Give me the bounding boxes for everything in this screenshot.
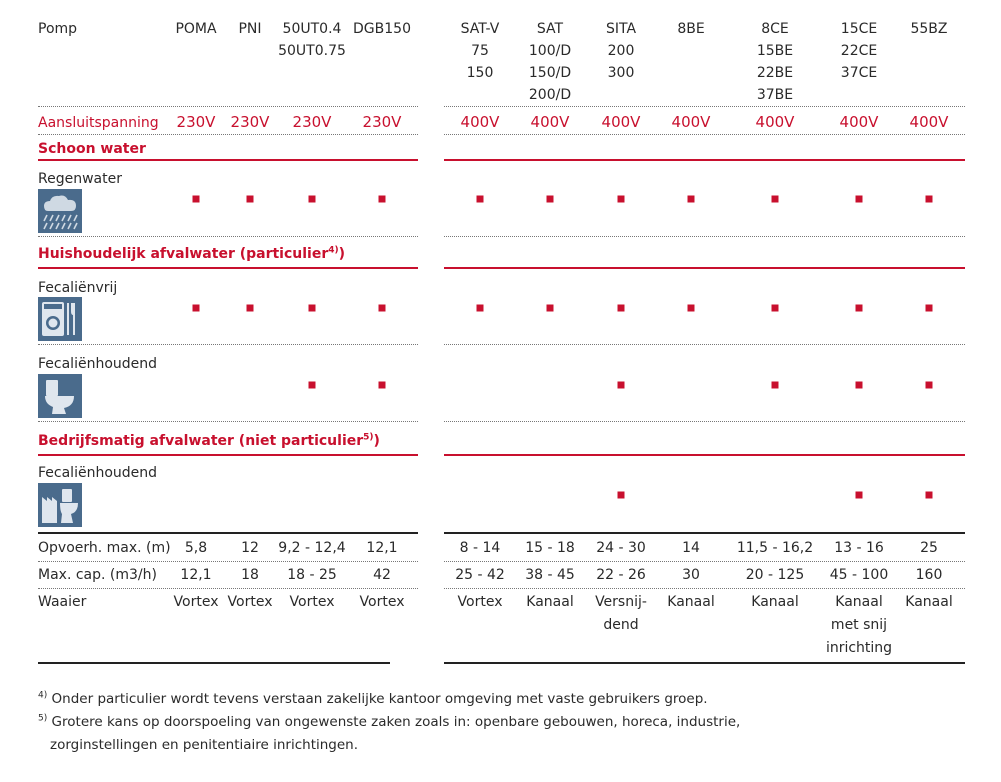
- mark-nofecal-sita: [618, 305, 625, 312]
- mark-rain-8be: [688, 196, 695, 203]
- impeller-15ce-line-2: met snij: [830, 617, 888, 633]
- head-pni: 12: [241, 540, 259, 556]
- specs-top-rule-right: [444, 532, 965, 534]
- impeller-8ce-line-1: Kanaal: [751, 594, 799, 610]
- head-8ce: 11,5 - 16,2: [736, 540, 814, 556]
- row-fecal-home-divider-right: [444, 421, 965, 422]
- impeller-sat-line-1: Kanaal: [526, 594, 574, 610]
- mark-rain-dgb150: [379, 196, 386, 203]
- column-header-sat-line-4: 200/D: [528, 87, 572, 103]
- toilet-icon: [38, 374, 82, 418]
- head-55bz: 25: [920, 540, 938, 556]
- column-header-15ce-line-3: 37CE: [840, 65, 878, 81]
- mark-rain-50ut: [309, 196, 316, 203]
- column-header-15ce-line-1: 15CE: [840, 21, 878, 37]
- column-header-sita-line-3: 300: [607, 65, 635, 81]
- section-business-rule-right: [444, 454, 965, 456]
- spec-head-divider-left: [38, 561, 418, 562]
- voltage-divider-left: [38, 134, 418, 135]
- voltage-8be: 400V: [671, 113, 711, 131]
- head-sat: 15 - 18: [525, 540, 575, 556]
- column-header-satv-line-1: SAT-V: [460, 21, 500, 37]
- column-header-sat-line-1: SAT: [536, 21, 564, 37]
- mark-fecal_biz-sita: [618, 492, 625, 499]
- mark-fecal_home-sita: [618, 382, 625, 389]
- mark-nofecal-pni: [247, 305, 254, 312]
- column-header-sita-line-2: 200: [607, 43, 635, 59]
- column-header-poma-line-1: POMA: [175, 21, 217, 37]
- voltage-label: Aansluitspanning: [38, 115, 159, 131]
- mark-nofecal-50ut: [309, 305, 316, 312]
- cap-55bz: 160: [915, 567, 943, 583]
- column-header-sat-line-2: 100/D: [528, 43, 572, 59]
- row-nofecal-label: Fecaliënvrij: [38, 280, 118, 296]
- section-clean-rule-left: [38, 159, 418, 161]
- mark-nofecal-sat: [547, 305, 554, 312]
- impeller-poma-line-1: Vortex: [173, 594, 219, 610]
- row-fecal-home-divider-left: [38, 421, 418, 422]
- header-divider-right: [444, 106, 965, 107]
- column-header-sat-line-3: 150/D: [528, 65, 572, 81]
- head-dgb150: 12,1: [366, 540, 398, 556]
- voltage-8ce: 400V: [755, 113, 795, 131]
- row-rain-divider-right: [444, 236, 965, 237]
- column-header-8be-line-1: 8BE: [677, 21, 705, 37]
- pump-label: Pomp: [38, 21, 78, 37]
- mark-rain-pni: [247, 196, 254, 203]
- section-household-rule-left: [38, 267, 418, 269]
- voltage-dgb150: 230V: [362, 113, 402, 131]
- table-bottom-rule-right: [444, 662, 965, 664]
- cap-sita: 22 - 26: [596, 567, 646, 583]
- cap-15ce: 45 - 100: [829, 567, 889, 583]
- mark-nofecal-poma: [193, 305, 200, 312]
- column-header-8ce-line-2: 15BE: [756, 43, 794, 59]
- section-clean-rule-right: [444, 159, 965, 161]
- spec-cap-divider-right: [444, 588, 965, 589]
- column-header-55bz-line-1: 55BZ: [910, 21, 948, 37]
- column-header-pni-line-1: PNI: [238, 21, 262, 37]
- impeller-15ce-line-3: inrichting: [825, 640, 893, 656]
- mark-rain-55bz: [926, 196, 933, 203]
- footnote-5-continued: zorginstellingen en penitentiaire inrichtingen.: [50, 737, 359, 753]
- mark-fecal_biz-55bz: [926, 492, 933, 499]
- cap-dgb150: 42: [373, 567, 391, 583]
- column-header-50ut-line-2: 50UT0.75: [278, 43, 346, 59]
- head-15ce: 13 - 16: [834, 540, 884, 556]
- voltage-15ce: 400V: [839, 113, 879, 131]
- cap-50ut: 18 - 25: [287, 567, 337, 583]
- washing-machine-cutlery-icon: [38, 297, 82, 341]
- spec-head-label: Opvoerh. max. (m): [38, 540, 171, 556]
- spec-cap-divider-left: [38, 588, 418, 589]
- row-fecal-home-label: Fecaliënhoudend: [38, 356, 158, 372]
- mark-rain-poma: [193, 196, 200, 203]
- mark-rain-sita: [618, 196, 625, 203]
- voltage-satv: 400V: [460, 113, 500, 131]
- head-satv: 8 - 14: [459, 540, 501, 556]
- mark-fecal_home-55bz: [926, 382, 933, 389]
- row-rain-divider-left: [38, 236, 418, 237]
- mark-rain-sat: [547, 196, 554, 203]
- column-header-15ce-line-2: 22CE: [840, 43, 878, 59]
- mark-fecal_home-50ut: [309, 382, 316, 389]
- mark-nofecal-15ce: [856, 305, 863, 312]
- section-clean-water-title: Schoon water: [38, 141, 146, 157]
- cap-8be: 30: [682, 567, 700, 583]
- column-header-satv-line-3: 150: [466, 65, 494, 81]
- mark-nofecal-55bz: [926, 305, 933, 312]
- head-poma: 5,8: [184, 540, 208, 556]
- factory-toilet-icon: [38, 483, 82, 527]
- impeller-55bz-line-1: Kanaal: [905, 594, 953, 610]
- mark-nofecal-satv: [477, 305, 484, 312]
- cap-pni: 18: [241, 567, 259, 583]
- mark-rain-8ce: [772, 196, 779, 203]
- section-household-title: Huishoudelijk afvalwater (particulier$^{4)}$): [38, 245, 346, 262]
- mark-nofecal-8ce: [772, 305, 779, 312]
- specs-top-rule-left: [38, 532, 418, 534]
- column-header-8ce-line-3: 22BE: [756, 65, 794, 81]
- column-header-50ut-line-1: 50UT0.4: [282, 21, 342, 37]
- impeller-8be-line-1: Kanaal: [667, 594, 715, 610]
- footnote-5: $^{5)}$ Grotere kans op doorspoeling van ongewenste zaken zoals in: openbare gebouwen, horeca, industrie,: [38, 713, 741, 730]
- mark-nofecal-dgb150: [379, 305, 386, 312]
- voltage-sat: 400V: [530, 113, 570, 131]
- cap-8ce: 20 - 125: [745, 567, 805, 583]
- head-sita: 24 - 30: [596, 540, 646, 556]
- rain-cloud-icon: [38, 189, 82, 233]
- column-header-dgb150-line-1: DGB150: [353, 21, 411, 37]
- mark-fecal_home-dgb150: [379, 382, 386, 389]
- header-divider-left: [38, 106, 418, 107]
- voltage-55bz: 400V: [909, 113, 949, 131]
- column-header-8ce-line-1: 8CE: [761, 21, 789, 37]
- mark-fecal_biz-15ce: [856, 492, 863, 499]
- impeller-50ut-line-1: Vortex: [289, 594, 335, 610]
- column-header-satv-line-2: 75: [471, 43, 489, 59]
- impeller-sita-line-1: Versnij-: [595, 594, 647, 610]
- column-header-8ce-line-4: 37BE: [756, 87, 794, 103]
- row-fecal-biz-label: Fecaliënhoudend: [38, 465, 158, 481]
- section-household-rule-right: [444, 267, 965, 269]
- head-50ut: 9,2 - 12,4: [278, 540, 346, 556]
- spec-impeller-label: Waaier: [38, 594, 87, 610]
- voltage-poma: 230V: [176, 113, 216, 131]
- mark-fecal_home-8ce: [772, 382, 779, 389]
- impeller-sita-line-2: dend: [603, 617, 639, 633]
- voltage-pni: 230V: [230, 113, 270, 131]
- impeller-satv-line-1: Vortex: [457, 594, 503, 610]
- spec-cap-label: Max. cap. (m3/h): [38, 567, 157, 583]
- voltage-sita: 400V: [601, 113, 641, 131]
- row-nofecal-divider-right: [444, 344, 965, 345]
- voltage-divider-right: [444, 134, 965, 135]
- cap-sat: 38 - 45: [525, 567, 575, 583]
- row-rain-label: Regenwater: [38, 171, 122, 187]
- column-header-sita-line-1: SITA: [605, 21, 637, 37]
- mark-rain-satv: [477, 196, 484, 203]
- impeller-pni-line-1: Vortex: [227, 594, 273, 610]
- footnote-4: $^{4)}$ Onder particulier wordt tevens verstaan zakelijke kantoor omgeving met vaste gebruikers groep.: [38, 690, 708, 707]
- section-business-title: Bedrijfsmatig afvalwater (niet particulier$^{5)}$): [38, 432, 380, 449]
- row-nofecal-divider-left: [38, 344, 418, 345]
- mark-nofecal-8be: [688, 305, 695, 312]
- head-8be: 14: [682, 540, 700, 556]
- impeller-15ce-line-1: Kanaal: [835, 594, 883, 610]
- section-business-rule-left: [38, 454, 418, 456]
- table-bottom-rule-left: [38, 662, 390, 664]
- cap-poma: 12,1: [180, 567, 212, 583]
- mark-rain-15ce: [856, 196, 863, 203]
- spec-head-divider-right: [444, 561, 965, 562]
- mark-fecal_home-15ce: [856, 382, 863, 389]
- cap-satv: 25 - 42: [455, 567, 505, 583]
- voltage-50ut: 230V: [292, 113, 332, 131]
- impeller-dgb150-line-1: Vortex: [359, 594, 405, 610]
